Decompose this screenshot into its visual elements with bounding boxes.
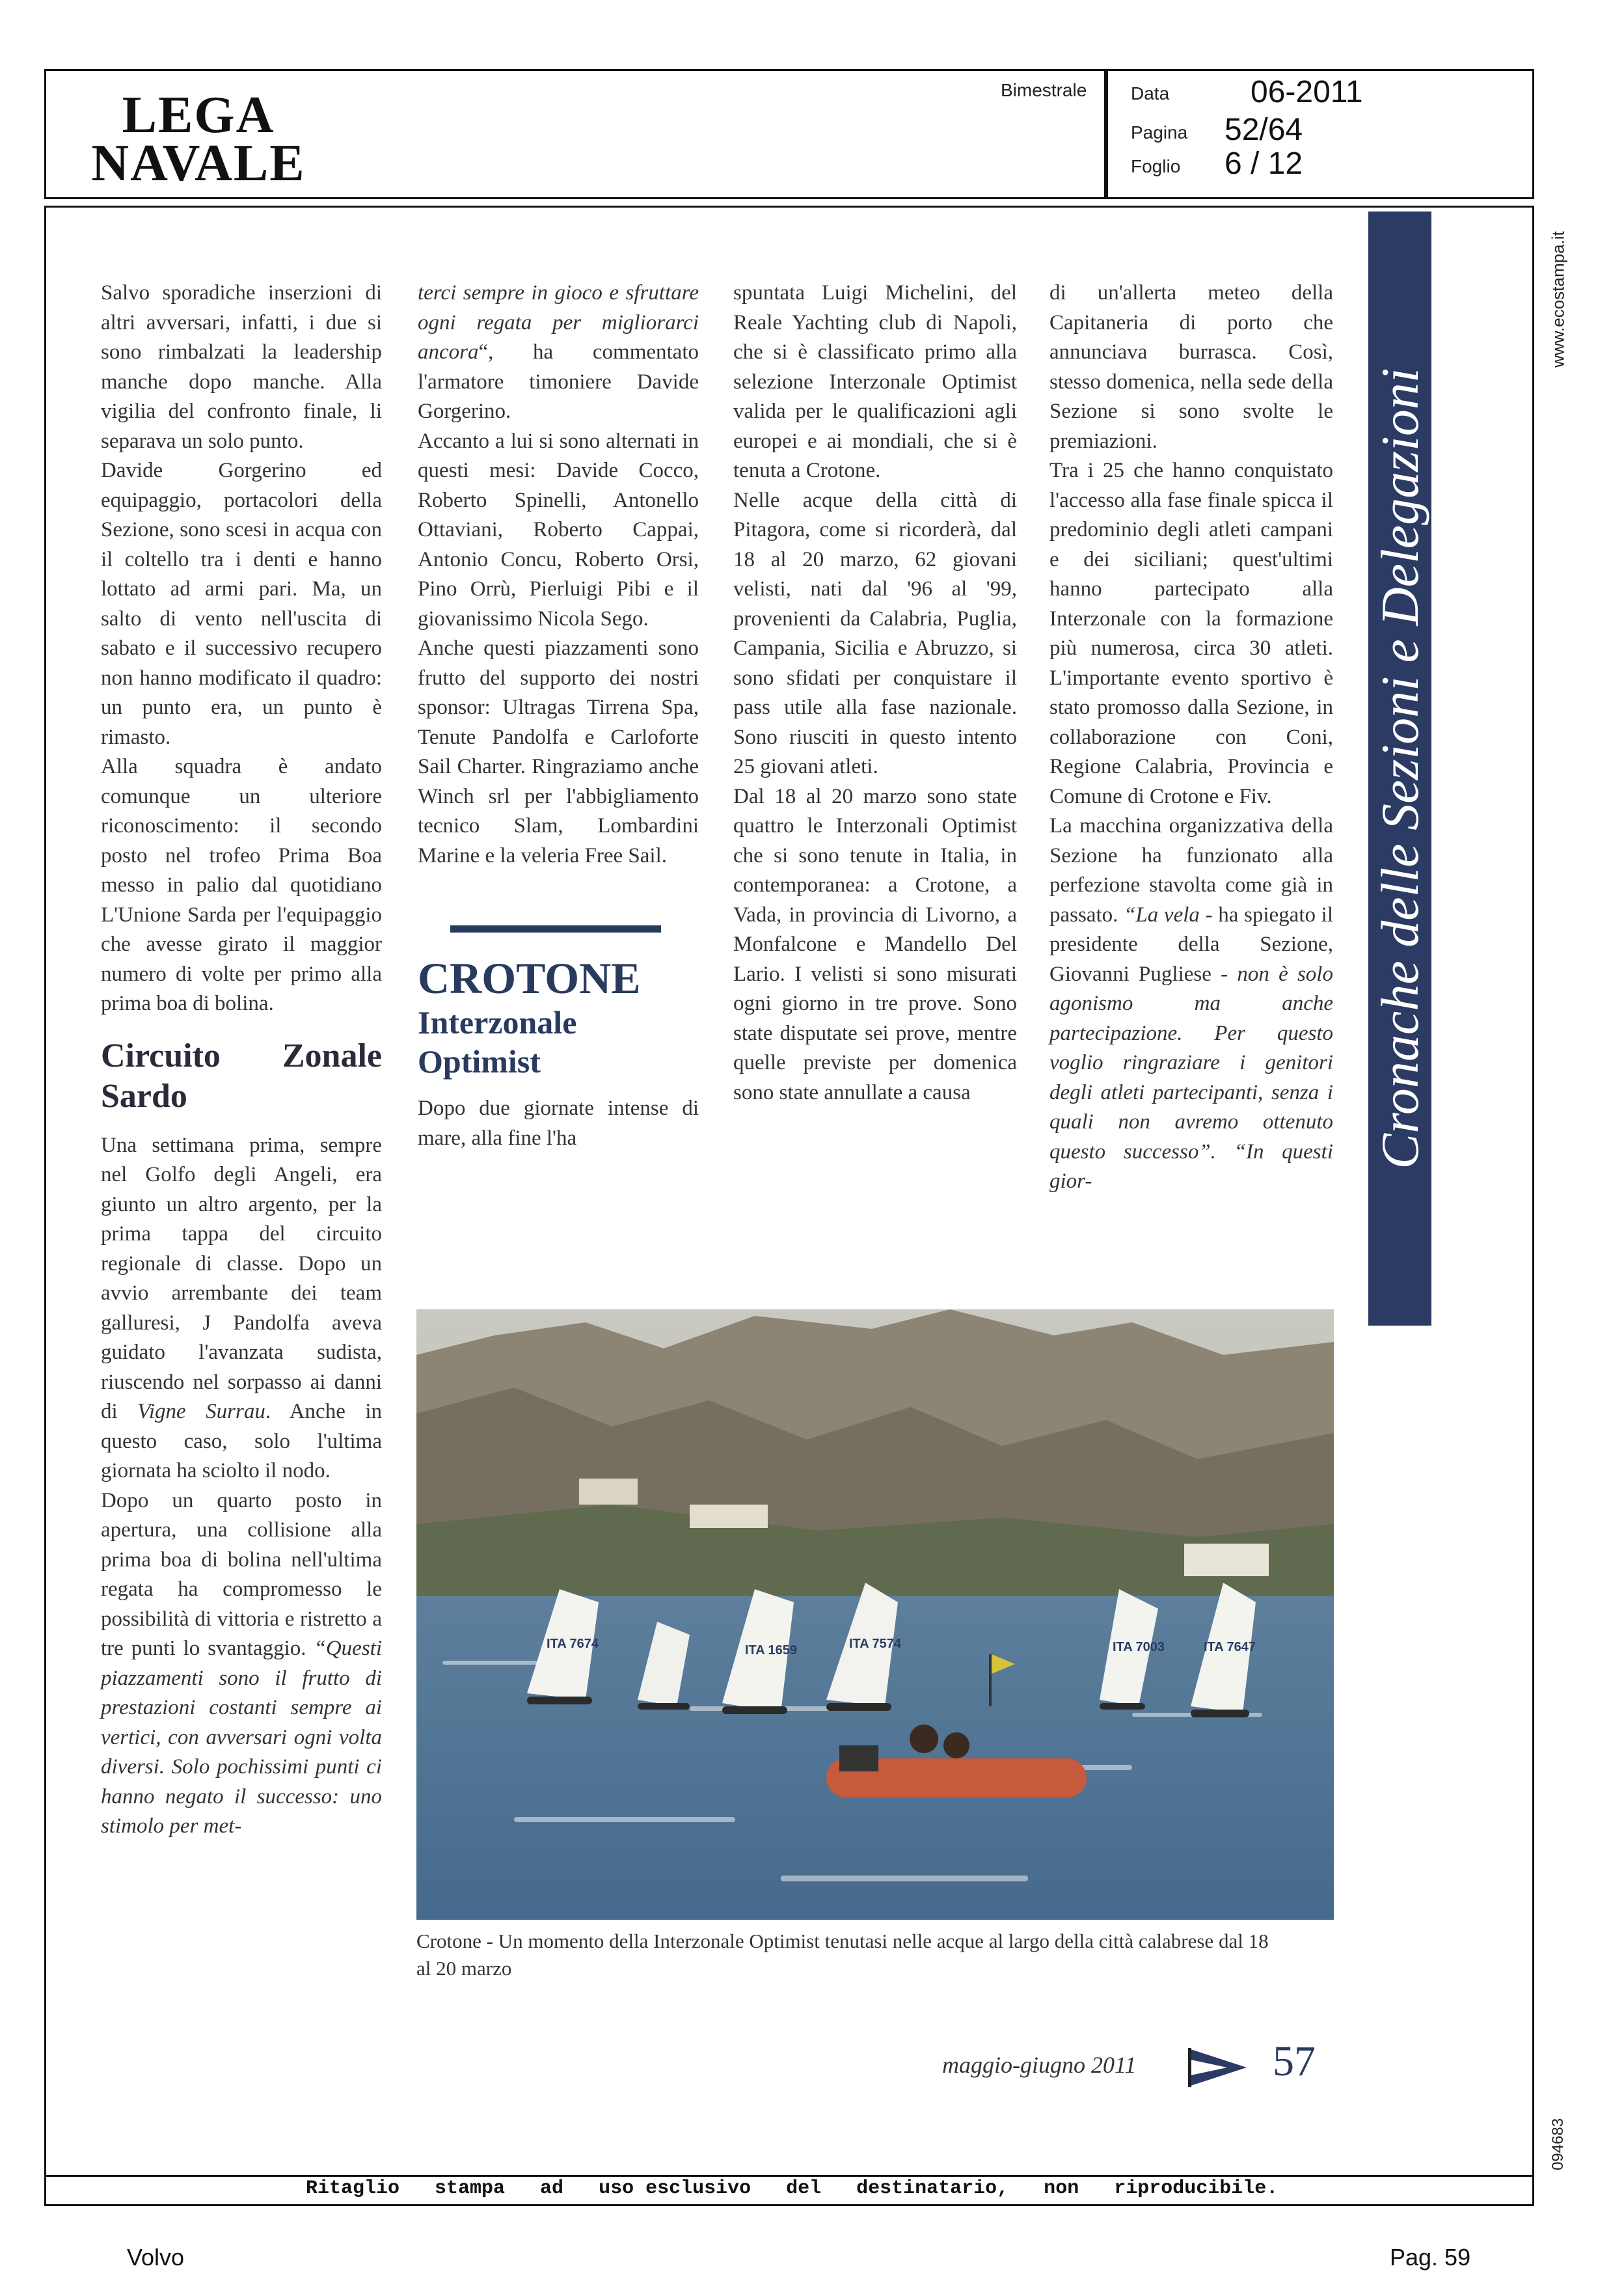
crotone-subtitle: Interzonale Optimist xyxy=(418,1004,577,1080)
regatta-photo xyxy=(416,1309,1334,1920)
building xyxy=(1184,1544,1269,1576)
publication-logo xyxy=(85,87,312,192)
text: . Anche in questo caso, solo l'ultima giornata ha sciolto il nodo. xyxy=(101,1400,382,1482)
pagina-value: 52/64 xyxy=(1225,113,1303,147)
text: La macchina organizzativa della Sezione ha funzionato alla perfezione stavolta come già in passato. xyxy=(1049,814,1333,927)
foglio-value: 6 / 12 xyxy=(1225,146,1303,181)
section-banner xyxy=(1368,212,1431,1326)
periodicity: Bimestrale xyxy=(1001,80,1087,100)
col2-paragraph: Accanto a lui si sono alternati in questi mesi: Davide Cocco, Roberto Spinelli, Antonello Ottaviani, Roberto Cappai, Antonio Concu, Roberto Orsi, Pino Orrù, Pierluigi Pibi e il giovanissimo Nicola Sego. xyxy=(418,429,699,631)
data-label: Data xyxy=(1131,83,1170,103)
sail-number: ITA 1659 xyxy=(745,1643,798,1658)
foglio-label: Foglio xyxy=(1131,156,1181,176)
column-1 xyxy=(101,279,382,1842)
sail-number: ITA 7003 xyxy=(1113,1640,1165,1654)
sail-number: ITA 7574 xyxy=(849,1637,902,1651)
column-3 xyxy=(733,279,1017,1108)
pagina-label: Pagina xyxy=(1131,122,1188,143)
data-value: 06-2011 xyxy=(1251,75,1363,109)
issue-date: maggio-giugno 2011 xyxy=(942,2052,1137,2078)
building xyxy=(690,1505,768,1528)
col2-paragraph: Dopo due giornate intense di mare, alla fine l'ha xyxy=(418,1097,699,1150)
logo-line1: LEGA xyxy=(122,87,275,144)
sail-number: ITA 7647 xyxy=(1204,1640,1256,1654)
col1-paragraph: Salvo sporadiche inserzioni di altri avversari, infatti, i due si sono rimbalzati la leadership manche dopo manche. Alla vigilia del confronto finale, li separava un solo punto. xyxy=(101,281,382,453)
col4-paragraph: Tra i 25 che hanno conquistato l'accesso alla fase finale spicca il predominio degli atleti campani e dei siciliani; quest'ultimi hanno partecipato alla Interzonale con la formazione più numerosa, circa 30 atleti. L'importante evento sportivo è stato promosso dalla Sezione, in collaborazione con Coni, Regione Calabria, Provincia e Comune di Crotone e Fiv. xyxy=(1049,459,1333,808)
text: Dopo un quarto posto in apertura, una collisione alla prima boa di bolina nell'ultima regata ha compromesso le possibilità di vittoria e ristretto a tre punti lo svantaggio. xyxy=(101,1488,382,1660)
column-4 xyxy=(1049,279,1333,1197)
col3-paragraph: spuntata Luigi Michelini, del Reale Yachting club di Napoli, che si è classificato primo alla selezione Interzonale Optimist valida per le qualificazioni agli europei e ai mondiali, che si è tenuta a Crotone. xyxy=(733,281,1017,482)
clip-code xyxy=(1549,2108,1568,2180)
sail-number: ITA 7674 xyxy=(547,1637,599,1651)
col2-paragraph: Anche questi piazzamenti sono frutto del supporto dei nostri sponsor: Ultragas Tirrena Spa, Tenute Pandolfa e Carloforte Sail Charter. Ringraziamo anche Winch srl per l'abbigliamento tecnico Slam, Lombardini Marine e la veleria Free Sail. xyxy=(418,636,699,867)
website-label xyxy=(1549,215,1568,384)
footer-rule xyxy=(44,2175,1534,2177)
photo-caption: Crotone - Un momento della Interzonale Optimist tenutasi nelle acque al largo della città calabrese dal 18 al 20 marzo xyxy=(416,1930,1269,1980)
page-number: 57 xyxy=(1273,2038,1316,2085)
col1-paragraph: Davide Gorgerino ed equipaggio, portacolori della Sezione, sono scesi in acqua con il coltello tra i denti e hanno lottato ad armi pari. Ma, un salto di vento nell'uscita di sabato e il successivo recupero non hanno modificato il quadro: un punto era, un punto è rimasto. xyxy=(101,459,382,749)
clip-code-text: 094683 xyxy=(1549,2118,1567,2171)
text: “, ha commentato l'armatore timoniere Davide Gorgerino. xyxy=(418,340,699,423)
building xyxy=(579,1479,638,1505)
quote: “La vela xyxy=(1124,903,1200,927)
quote: terci sempre in gioco e sfruttare ogni regata per migliorarci ancora xyxy=(418,281,699,364)
website-text: www.ecostampa.it xyxy=(1548,231,1568,368)
col3-paragraph: Dal 18 al 20 marzo sono state quattro le Interzonali Optimist che si sono tenute in Italia, in contemporanea: a Crotone, a Vada, in provincia di Livorno, a Monfalcone e Mandello Del Lario. I velisti si sono misurati ogni giorno in tre prove. Sono state disputate sei prove, mentre quelle previste per domenica sono state annullate a causa xyxy=(733,784,1017,1104)
burgee-icon xyxy=(1188,2047,1249,2088)
crotone-title: CROTONE xyxy=(418,953,641,1003)
flag-pole xyxy=(989,1654,992,1706)
col3-paragraph: Nelle acque della città di Pitagora, come si ricorderà, dal 18 al 20 marzo, 62 giovani velisti, nati dal '96 al '99, provenienti da Calabria, Puglia, Campania, Sicilia e Abruzzo, si sono sfidati per conquistare il pass utile alla fase nazionale. Sono riusciti in questo intento 25 giovani atleti. xyxy=(733,488,1017,778)
col1-paragraph xyxy=(101,1131,382,1486)
col1-paragraph xyxy=(101,1486,382,1842)
col4-paragraph xyxy=(1049,812,1333,1197)
text: - ha spiegato il presidente della Sezione, Giovanni Pugliese - xyxy=(1049,903,1333,986)
col1-paragraph: Alla squadra è andato comunque un ulteriore riconoscimento: il secondo posto nel trofeo Prima Boa messo in palio dal quotidiano L'Unione Sarda per l'equipaggio che avesse girato il maggior numero di volte per primo alla prima boa di bolina. xyxy=(101,755,382,1015)
clip-disclaimer: Ritaglio stampa ad uso esclusivo del destinatario, non riproducibile. xyxy=(306,2177,1279,2200)
column-2 xyxy=(418,279,699,1153)
circuito-heading: Circuito Zonale Sardo xyxy=(101,1037,382,1115)
section-banner-text: Cronache delle Sezioni e Delegazioni xyxy=(1370,368,1429,1169)
boat-name: Vigne Surrau xyxy=(137,1400,265,1423)
regatta-photo-svg xyxy=(416,1309,1334,1920)
col4-paragraph: di un'allerta meteo della Capitaneria di porto che annunciava burrasca. Così, stesso domenica, nella sede della Sezione si sono svolte le premiazioni. xyxy=(1049,281,1333,453)
footer-left-label: Volvo xyxy=(127,2244,185,2271)
quote: “Questi piazzamenti sono il frutto di prestazioni costanti sempre ai vertici, con avversari ogni volta diversi. Solo pochissimi punti ci hanno negato il successo: uno stimolo per met- xyxy=(101,1637,382,1838)
header-divider xyxy=(1104,69,1108,199)
text: Una settimana prima, sempre nel Golfo degli Angeli, era giunto un altro argento, per la prima tappa del circuito regionale di classe. Dopo un avvio arrembante dei team galluresi, J Pandolfa aveva guidato l'avanzata sudista, riuscendo nel sorpasso ai danni di xyxy=(101,1133,382,1423)
logo-line2: NAVALE xyxy=(91,135,306,192)
col2-paragraph xyxy=(418,279,699,427)
quote: non è solo agonismo ma anche partecipazione. Per questo voglio ringraziare i genitori degli atleti partecipanti, senza i quali non avremo ottenuto questo successo”. “In questi gior- xyxy=(1049,962,1333,1193)
footer-right-label: Pag. 59 xyxy=(1390,2244,1471,2271)
section-divider xyxy=(450,925,661,933)
